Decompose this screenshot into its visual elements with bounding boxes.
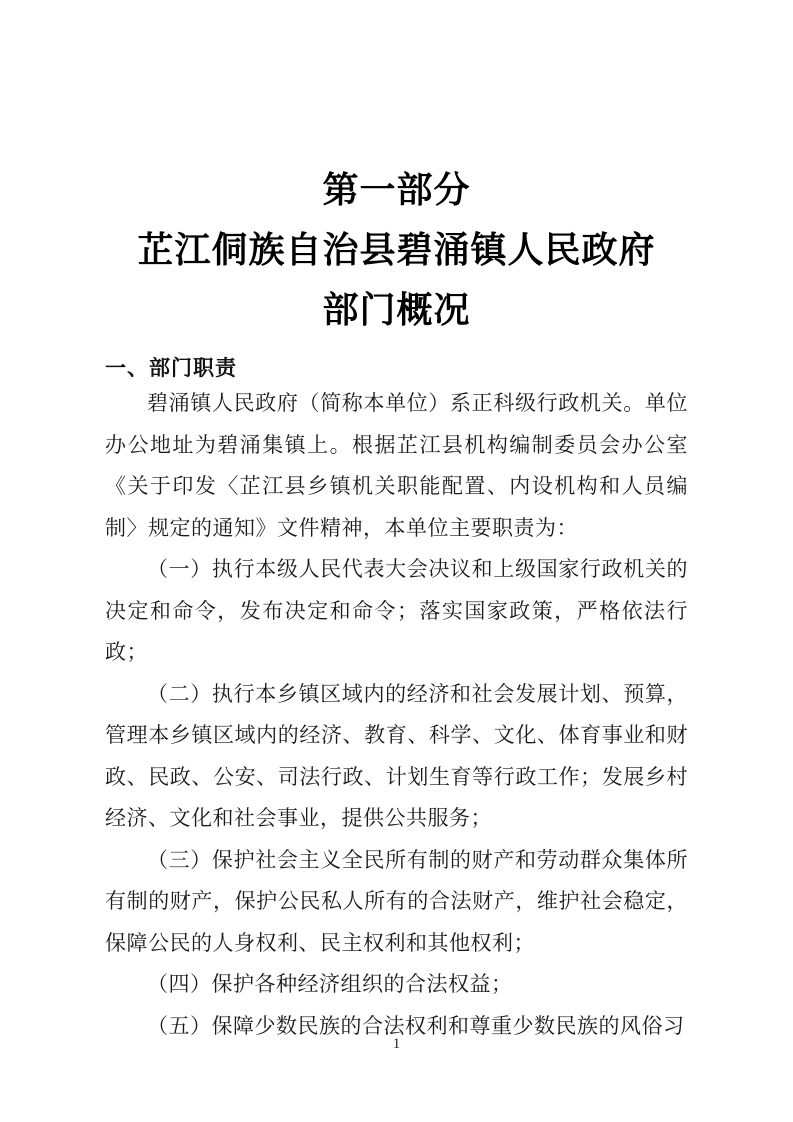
section-heading-duties: 一、部门职责 [105, 357, 237, 380]
page-number: 1 [392, 1036, 401, 1052]
page-content [105, 0, 688, 1047]
body-text [105, 383, 688, 1047]
title-org-name: 芷江侗族自治县碧涌镇人民政府 [137, 230, 656, 270]
paragraph-duty-2: （二）执行本乡镇区域内的经济和社会发展计划、预算，管理本乡镇区域内的经济、教育、科学、文化、体育事业和财政、民政、公安、司法行政、计划生育等行政工作；发展乡村经济、文化和社会事业，提供公共服务； [105, 681, 688, 830]
paragraph-intro: 碧涌镇人民政府（简称本单位）系正科级行政机关。单位办公地址为碧涌集镇上。根据芷江县机构编制委员会办公室《关于印发〈芷江县乡镇机关职能配置、内设机构和人员编制〉规定的通知》文件精神，本单位主要职责为： [105, 391, 688, 540]
paragraph-duty-1: （一）执行本级人民代表大会决议和上级国家行政机关的决定和命令，发布决定和命令；落实国家政策，严格依法行政； [105, 557, 688, 664]
title-part-label: 第一部分 [322, 170, 471, 210]
title-overview-label: 部门概况 [322, 290, 471, 330]
paragraph-duty-5: （五）保障少数民族的合法权利和尊重少数民族的风俗习 [147, 1013, 685, 1038]
paragraph-duty-4: （四）保护各种经济组织的合法权益； [147, 972, 513, 996]
paragraph-duty-3: （三）保护社会主义全民所有制的财产和劳动群众集体所有制的财产，保护公民私人所有的合法财产，维护社会稳定，保障公民的人身权利、民主权利和其他权利； [105, 847, 688, 955]
document-title [105, 160, 688, 340]
